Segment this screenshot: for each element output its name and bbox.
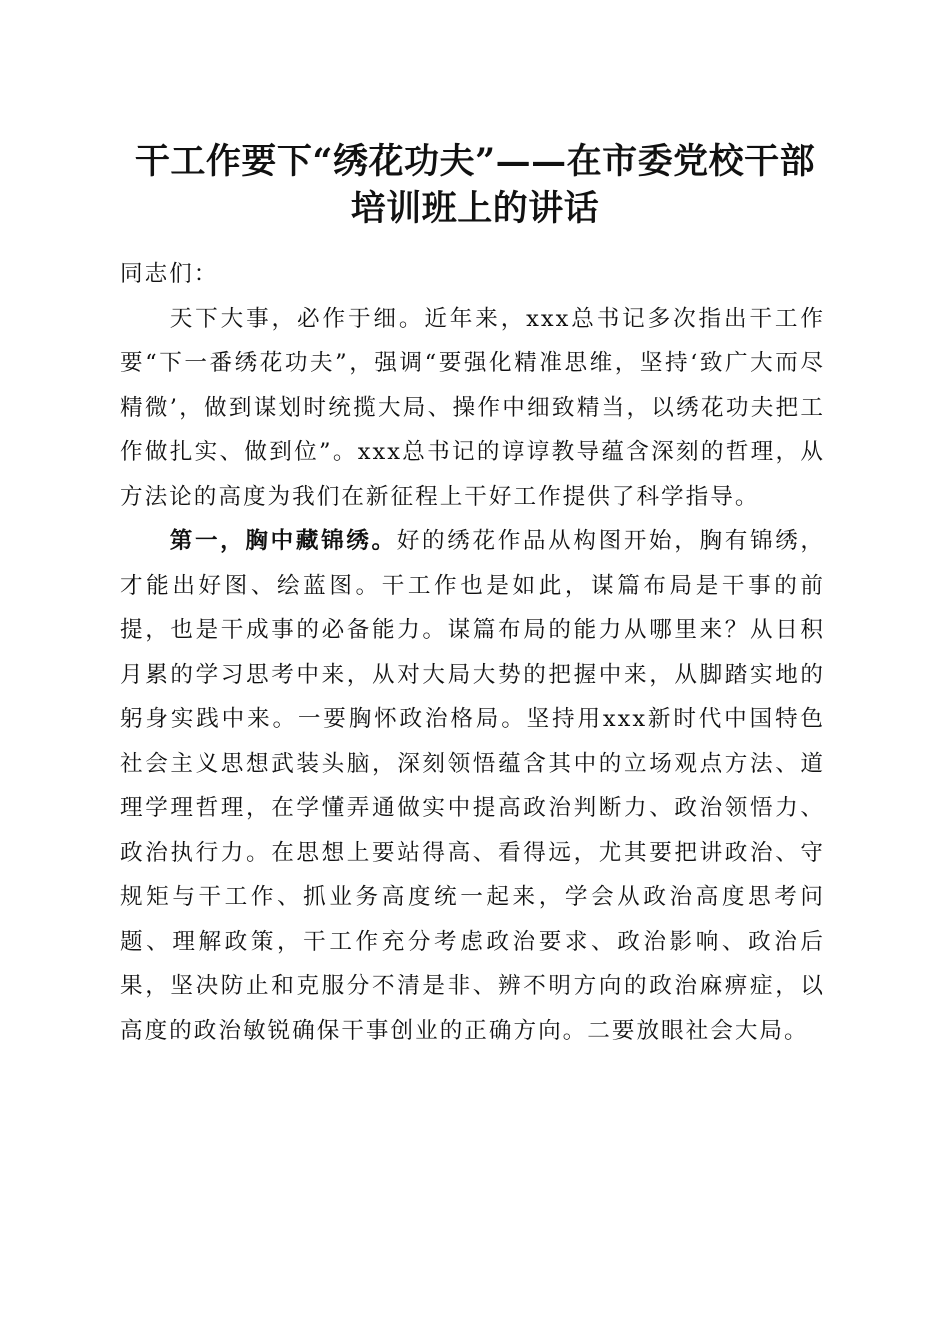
paragraph-2 (120, 519, 825, 1053)
paragraph-2-lead: 第一，胸中藏锦绣。 (169, 528, 397, 554)
paragraph-1: 天下大事，必作于细。近年来，xxx总书记多次指出干工作要“下一番绣花功夫”，强调“要强化精准思维，坚持‘致广大而尽精微’，做到谋划时统揽大局、操作中细致精当，以绣花功夫把工作做扎实、做到位”。xxx总书记的谆谆教导蕴含深刻的哲理，从方法论的高度为我们在新征程上干好工作提供了科学指导。 (120, 305, 825, 510)
title-line-2: 培训班上的讲话 (350, 188, 600, 229)
paragraph-2-body: 好的绣花作品从构图开始，胸有锦绣，才能出好图、绘蓝图。干工作也是如此，谋篇布局是干事的前提，也是干成事的必备能力。谋篇布局的能力从哪里来？从日积月累的学习思考中来，从对大局大势的把握中来，从脚踏实地的躬身实践中来。一要胸怀政治格局。坚持用xxx新时代中国特色社会主义思想武装头脑，深刻领悟蕴含其中的立场观点方法、道理学理哲理，在学懂弄通做实中提高政治判断力、政治领悟力、政治执行力。在思想上要站得高、看得远，尤其要把讲政治、守规矩与干工作、抓业务高度统一起来，学会从政治高度思考问题、理解政策，干工作充分考虑政治要求、政治影响、政治后果，坚决防止和克服分不清是非、辨不明方向的政治麻痹症，以高度的政治敏锐确保干事创业的正确方向。二要放眼社会大局。 (120, 528, 826, 1044)
document-title (110, 138, 840, 232)
title-line-1: 干工作要下“绣花功夫”——在市委党校干部 (134, 141, 816, 182)
salutation: 同志们： (120, 261, 219, 287)
document-body (120, 252, 825, 1053)
